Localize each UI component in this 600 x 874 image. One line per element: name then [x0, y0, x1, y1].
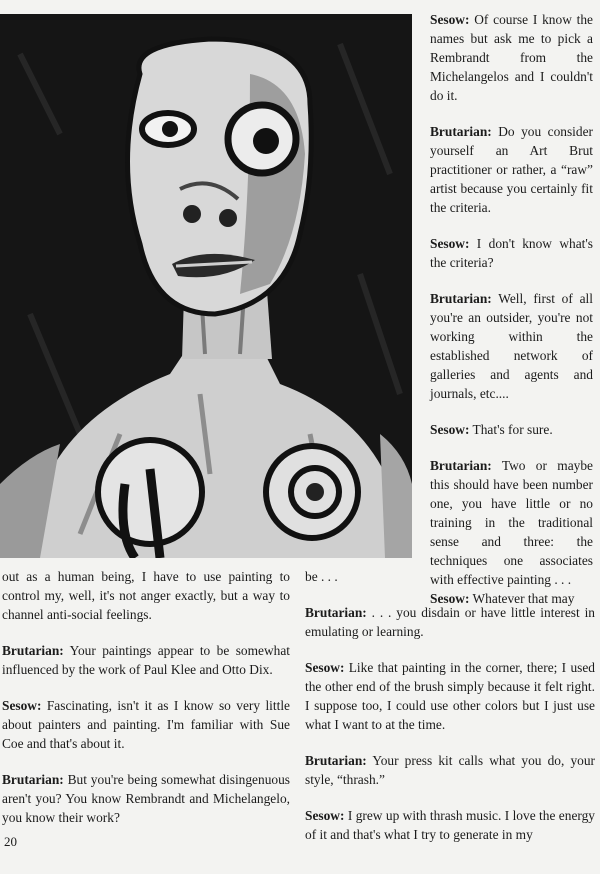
- dialogue-paragraph: [2, 696, 290, 753]
- speaker-label: Brutarian:: [305, 605, 367, 620]
- dialogue-paragraph: [305, 658, 595, 734]
- dialogue-paragraph: [305, 806, 595, 844]
- speaker-label: Brutarian:: [430, 458, 492, 473]
- dialogue-text: out as a human being, I have to use painting to control my, well, it's not anger exactly, but a way to channel anti-social feelings.: [2, 569, 290, 622]
- dialogue-text: Well, first of all you're an outsider, you're not working within the established network of galleries and agents and journals, etc....: [430, 291, 593, 401]
- right-top-column: [430, 10, 593, 608]
- dialogue-text: . . . you disdain or have little interest in emulating or learning.: [305, 605, 595, 639]
- dialogue-text: Your press kit calls what you do, your style, “thrash.”: [305, 753, 595, 787]
- speaker-label: Sesow:: [430, 236, 470, 251]
- dialogue-text: Of course I know the names but ask me to pick a Rembrandt from the Michelangelos and I couldn't do it.: [430, 12, 593, 103]
- dialogue-text: Your paintings appear to be somewhat influenced by the work of Paul Klee and Otto Dix.: [2, 643, 290, 677]
- speaker-label: Sesow:: [430, 422, 470, 437]
- dialogue-text: Two or maybe this should have been number one, you have little or no training in the traditional sense and three: the techniques one associates with effective painting . . .: [430, 458, 593, 587]
- dialogue-text: Fascinating, isn't it as I know so very little about painters and painting. I'm familiar with Sue Coe and that's about it.: [2, 698, 290, 751]
- portrait-painting: [0, 14, 412, 558]
- dialogue-paragraph: [430, 289, 593, 403]
- dialogue-paragraph: [430, 10, 593, 105]
- dialogue-text: I grew up with thrash music. I love the energy of it and that's what I try to generate in my: [305, 808, 595, 842]
- speaker-label: Brutarian:: [430, 291, 492, 306]
- dialogue-text: Whatever that may: [469, 591, 575, 606]
- portrait-painting-icon: [0, 14, 412, 558]
- dialogue-paragraph: [305, 603, 595, 641]
- speaker-label: Sesow:: [2, 698, 42, 713]
- right-bottom-column: [305, 567, 595, 861]
- dialogue-text: That's for sure.: [469, 422, 553, 437]
- dialogue-paragraph: [2, 567, 290, 624]
- speaker-label: Brutarian:: [430, 124, 492, 139]
- speaker-label: Brutarian:: [305, 753, 367, 768]
- dialogue-paragraph: [430, 234, 593, 272]
- speaker-label: Brutarian:: [2, 772, 64, 787]
- speaker-label: Brutarian:: [2, 643, 64, 658]
- speaker-label: Sesow:: [430, 591, 470, 606]
- dialogue-paragraph: [305, 751, 595, 789]
- dialogue-paragraph: [2, 770, 290, 827]
- speaker-label: Sesow:: [305, 660, 345, 675]
- dialogue-text: I don't know what's the criteria?: [430, 236, 593, 270]
- page-number: 20: [4, 834, 17, 849]
- speaker-label: Sesow:: [430, 12, 470, 27]
- dialogue-paragraph: [430, 122, 593, 217]
- dialogue-paragraph: [305, 567, 595, 586]
- dialogue-text: But you're being somewhat disingenuous aren't you? You know Rembrandt and Michelangelo, you know their work?: [2, 772, 290, 825]
- dialogue-text: be . . .: [305, 569, 338, 584]
- dialogue-text: Like that painting in the corner, there; I used the other end of the brush simply because it felt right. I suppose too, I could use other colors but I just use what I want to at the time.: [305, 660, 595, 732]
- left-column: [2, 567, 290, 844]
- dialogue-paragraph: [430, 420, 593, 439]
- speaker-label: Sesow:: [305, 808, 345, 823]
- dialogue-paragraph: [2, 641, 290, 679]
- dialogue-text: Do you consider yourself an Art Brut practitioner or rather, a “raw” artist because you certainly fit the criteria.: [430, 124, 593, 215]
